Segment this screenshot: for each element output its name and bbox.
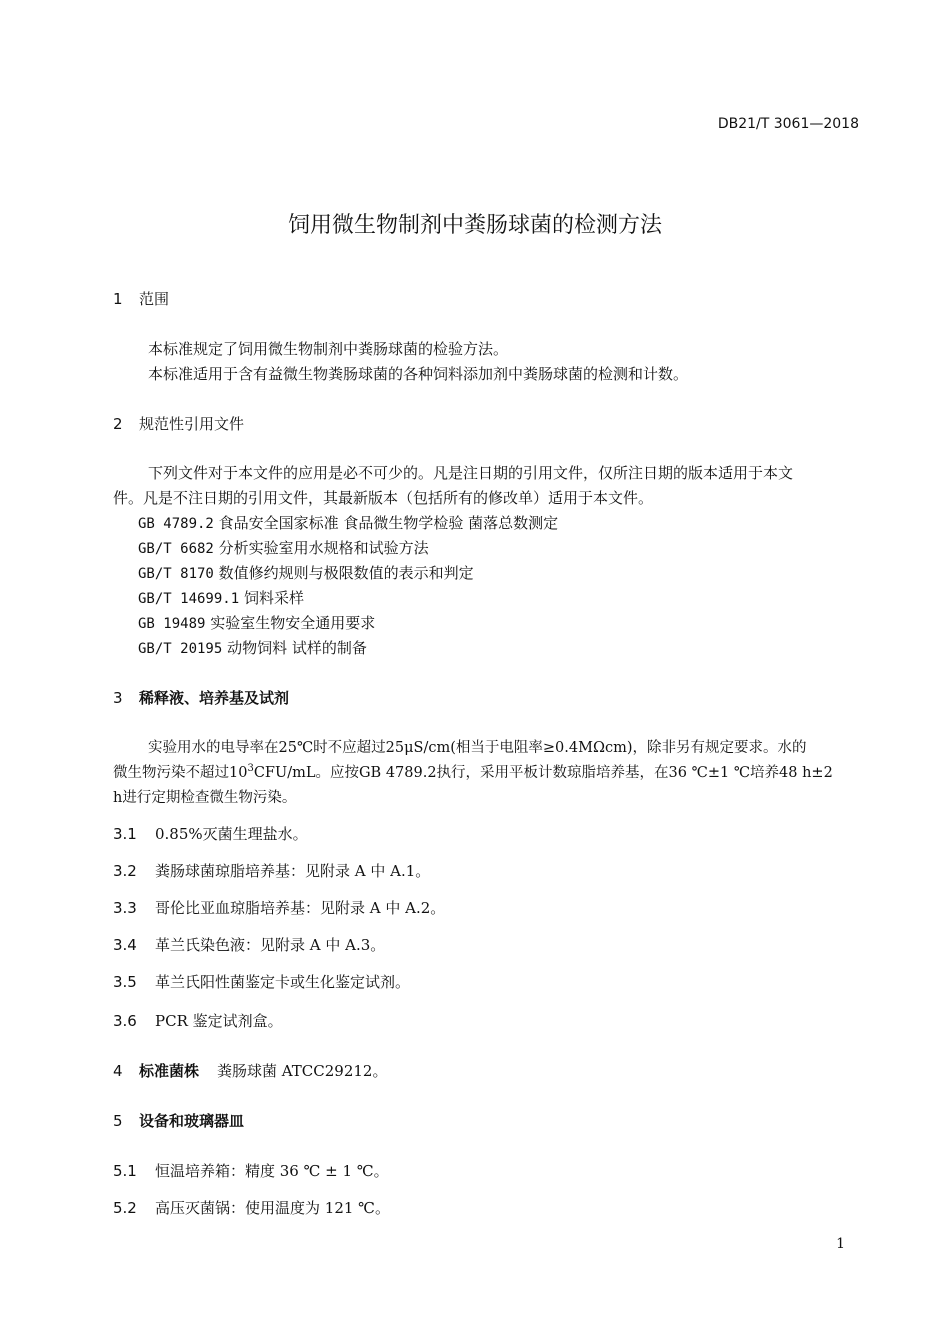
section-5-heading <box>113 1110 244 1131</box>
paragraph: 实验用水的电导率在25℃时不应超过25μS/cm(相当于电阻率≥0.4MΩcm)，除非另有规定要求。水的 <box>148 740 807 756</box>
subclause-number: 3.6 <box>113 1012 137 1030</box>
subclause-number: 5.1 <box>113 1162 137 1180</box>
reference-title: 数值修约规则与极限数值的表示和判定 <box>218 564 474 582</box>
paragraph: h进行定期检查微生物污染。 <box>113 790 297 806</box>
reference-code: GB 19489 <box>138 616 206 632</box>
subclause-number: 3.5 <box>113 973 137 991</box>
reference-item <box>138 537 429 558</box>
section-title: 规范性引用文件 <box>139 415 245 433</box>
section-number: 5 <box>113 1112 123 1130</box>
reference-code: GB/T 8170 <box>138 566 214 582</box>
reference-title: 分析实验室用水规格和试验方法 <box>218 539 429 557</box>
section-number: 2 <box>113 415 123 433</box>
section-title: 范围 <box>139 290 170 308</box>
section-number: 1 <box>113 290 123 308</box>
subclause-item <box>113 971 410 992</box>
subclause-item <box>113 897 445 918</box>
paragraph: 本标准适用于含有益微生物粪肠球菌的各种饲料添加剂中粪肠球菌的检测和计数。 <box>148 365 689 383</box>
page-number: 1 <box>836 1236 845 1252</box>
document-title: 饲用微生物制剂中粪肠球菌的检测方法 <box>287 213 662 238</box>
subclause-item <box>113 934 385 955</box>
section-title: 标准菌株 <box>139 1062 200 1080</box>
paragraph: 本标准规定了饲用微生物制剂中粪肠球菌的检验方法。 <box>148 340 509 358</box>
section-number: 3 <box>113 689 123 707</box>
section-text: 粪肠球菌 ATCC29212。 <box>217 1062 388 1080</box>
subclause-item <box>113 823 308 844</box>
reference-item <box>138 612 375 633</box>
subclause-number: 3.1 <box>113 825 137 843</box>
paragraph: 下列文件对于本文件的应用是必不可少的。凡是注日期的引用文件，仅所注日期的版本适用于本文 <box>148 464 794 482</box>
subclause-item <box>113 860 430 881</box>
reference-item <box>138 562 474 583</box>
section-title: 设备和玻璃器皿 <box>139 1112 245 1130</box>
reference-item <box>138 637 367 658</box>
subclause-item <box>113 1010 283 1031</box>
reference-code: GB 4789.2 <box>138 516 214 532</box>
document-id: DB21/T 3061—2018 <box>717 116 859 132</box>
reference-code: GB/T 6682 <box>138 541 214 557</box>
paragraph: 微生物污染不超过$10^3CFU/mL$。应按GB 4789.2执行，采用平板计数琼脂培养基，在36 ℃±1 ℃培养48 h±2 <box>113 763 833 781</box>
subclause-text: 粪肠球菌琼脂培养基：见附录 A 中 A.1。 <box>155 862 431 880</box>
reference-code: GB/T 14699.1 <box>138 591 240 607</box>
subclause-number: 5.2 <box>113 1199 137 1217</box>
subclause-number: 3.2 <box>113 862 137 880</box>
reference-title: 饲料采样 <box>243 589 304 607</box>
subclause-text: 高压灭菌锅：使用温度为 121 ℃。 <box>155 1199 390 1217</box>
section-3-heading <box>113 687 289 708</box>
subclause-text: 革兰氏阳性菌鉴定卡或生化鉴定试剂。 <box>155 973 411 991</box>
subclause-item <box>113 1197 390 1218</box>
section-title: 稀释液、培养基及试剂 <box>139 689 290 707</box>
subclause-text: 革兰氏染色液：见附录 A 中 A.3。 <box>155 936 386 954</box>
reference-item <box>138 587 304 608</box>
reference-item <box>138 512 558 533</box>
subclause-text: PCR 鉴定试剂盒。 <box>155 1012 283 1030</box>
subclause-text: 恒温培养箱：精度 36 ℃ ± 1 ℃。 <box>155 1162 389 1180</box>
subclause-text: 哥伦比亚血琼脂培养基：见附录 A 中 A.2。 <box>155 899 446 917</box>
reference-title: 食品安全国家标准 食品微生物学检验 菌落总数测定 <box>218 514 559 532</box>
subclause-text: 0.85%灭菌生理盐水。 <box>155 825 308 843</box>
section-number: 4 <box>113 1062 123 1080</box>
reference-code: GB/T 20195 <box>138 641 223 657</box>
subclause-number: 3.3 <box>113 899 137 917</box>
subclause-item <box>113 1160 389 1181</box>
reference-title: 实验室生物安全通用要求 <box>210 614 376 632</box>
subclause-number: 3.4 <box>113 936 137 954</box>
section-4-heading <box>113 1060 387 1081</box>
paragraph: 件。凡是不注日期的引用文件，其最新版本（包括所有的修改单）适用于本文件。 <box>113 489 654 507</box>
section-1-heading <box>113 288 169 309</box>
reference-title: 动物饲料 试样的制备 <box>227 639 367 657</box>
section-2-heading <box>113 413 244 434</box>
